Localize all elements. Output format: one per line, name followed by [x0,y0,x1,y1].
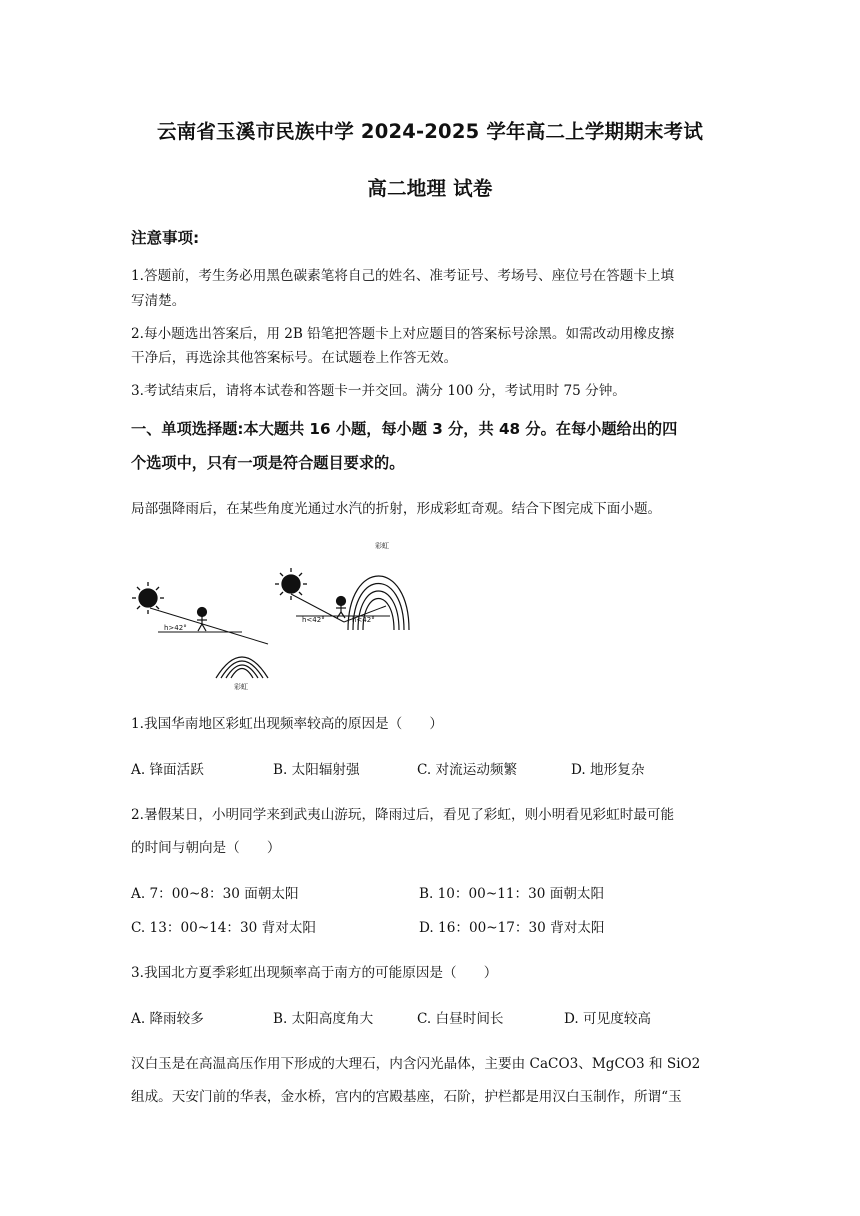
question-1-option-c[interactable]: C. 对流运动频繁 [417,762,518,778]
notice-item-2-line-1: 2.每小题选出答案后，用 2B 铅笔把答题卡上对应题目的答案标号涂黑。如需改动用橡皮擦 [131,326,675,342]
question-2-option-a[interactable]: A. 7：00~8：30 面朝太阳 [131,886,299,902]
notice-item-2-line-2: 干净后，再选涂其他答案标号。在试题卷上作答无效。 [131,350,458,366]
question-2-option-d[interactable]: D. 16：00~17：30 背对太阳 [419,920,605,936]
question-3-option-d[interactable]: D. 可见度较高 [564,1011,652,1027]
section-heading-line-1: 一、单项选择题:本大题共 16 小题，每小题 3 分，共 48 分。在每小题给出的四 [131,420,678,438]
sun-icon-right [275,568,307,600]
passage-marble-line-2: 组成。天安门前的华表，金水桥，宫内的宫殿基座，石阶，护栏都是用汉白玉制作，所谓“玉 [131,1089,682,1105]
exam-title: 云南省玉溪市民族中学 2024-2025 学年高二上学期期末考试 [156,120,704,143]
question-3-option-a[interactable]: A. 降雨较多 [131,1011,204,1027]
passage-rainbow: 局部强降雨后，在某些角度光通过水汽的折射，形成彩虹奇观。结合下图完成下面小题。 [131,501,662,517]
rainbow-arcs-left [216,657,268,678]
question-2-stem-line-2: 的时间与朝向是（ ） [131,840,281,856]
notice-item-3: 3.考试结束后，请将本试卷和答题卡一并交回。满分 100 分，考试用时 75 分钟。 [131,383,626,399]
question-3-option-b[interactable]: B. 太阳高度角大 [273,1011,374,1027]
person-icon-right [336,597,346,619]
angle-label-right-b: h<42° [352,616,375,624]
exam-subtitle: 高二地理 试卷 [367,177,493,200]
notice-item-1-line-2: 写清楚。 [131,293,186,309]
rainbow-label-right: 彩虹 [375,542,389,550]
sun-icon-left [132,582,164,614]
question-3-option-c[interactable]: C. 白昼时间长 [417,1011,504,1027]
notice-heading: 注意事项: [131,229,200,247]
notice-item-1-line-1: 1.答题前，考生务必用黑色碳素笔将自己的姓名、准考证号、考场号、座位号在答题卡上填 [131,268,675,284]
passage-marble-line-1: 汉白玉是在高温高压作用下形成的大理石，内含闪光晶体，主要由 CaCO3、MgCO3 和 SiO2 [131,1056,701,1072]
question-1-option-a[interactable]: A. 锋面活跃 [131,762,204,778]
rainbow-label-left: 彩虹 [234,683,248,691]
section-heading-line-2: 个选项中，只有一项是符合题目要求的。 [131,454,405,472]
person-icon-left [197,608,207,632]
question-2-stem-line-1: 2.暑假某日，小明同学来到武夷山游玩，降雨过后，看见了彩虹，则小明看见彩虹时最可能 [131,807,675,823]
question-1-option-d[interactable]: D. 地形复杂 [571,762,645,778]
rainbow-figure [128,538,413,694]
question-3-stem: 3.我国北方夏季彩虹出现频率高于南方的可能原因是（ ） [131,965,498,981]
angle-label-right-a: h<42° [302,616,325,624]
question-1-stem: 1.我国华南地区彩虹出现频率较高的原因是（ ） [131,716,444,732]
question-2-option-c[interactable]: C. 13：00~14：30 背对太阳 [131,920,317,936]
question-1-option-b[interactable]: B. 太阳辐射强 [273,762,360,778]
angle-label-left: h>42° [164,624,187,632]
question-2-option-b[interactable]: B. 10：00~11：30 面朝太阳 [419,886,605,902]
